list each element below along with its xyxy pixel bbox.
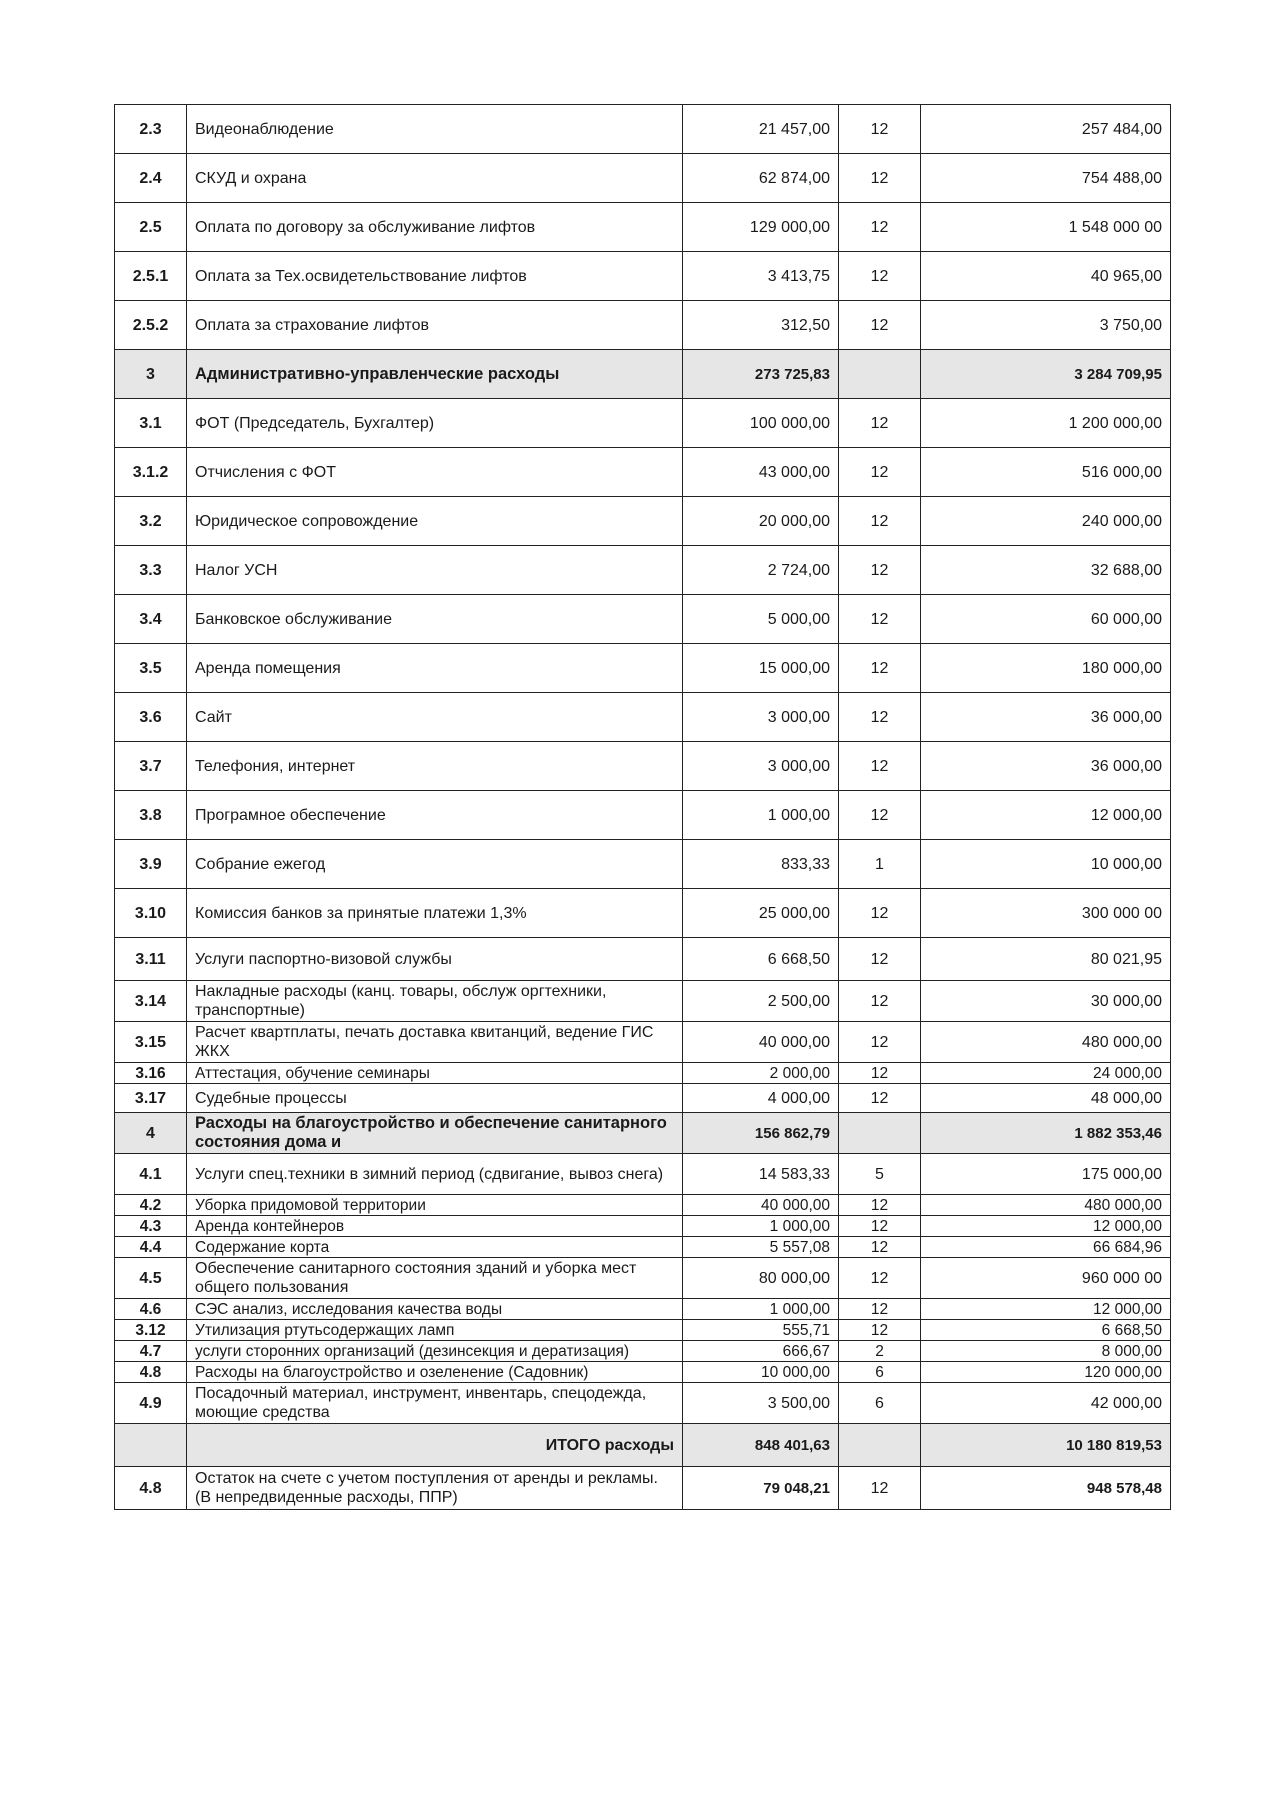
- row-monthly-amount: 666,67: [683, 1341, 839, 1362]
- row-name: Остаток на счете с учетом поступления от аренды и рекламы. (В непредвиденные расходы, ППР): [187, 1467, 683, 1510]
- row-months: 12: [839, 938, 921, 981]
- row-annual-total: 948 578,48: [921, 1467, 1171, 1510]
- row-monthly-amount: 40 000,00: [683, 1195, 839, 1216]
- row-number: 3.12: [115, 1320, 187, 1341]
- row-annual-total: 36 000,00: [921, 693, 1171, 742]
- row-name: Юридическое сопровождение: [187, 497, 683, 546]
- row-months: 12: [839, 742, 921, 791]
- table-row: [115, 203, 1171, 252]
- row-months: 12: [839, 1467, 921, 1510]
- row-monthly-amount: 2 724,00: [683, 546, 839, 595]
- row-number: 3.14: [115, 981, 187, 1022]
- row-monthly-amount: 3 500,00: [683, 1383, 839, 1424]
- row-name: Отчисления с ФОТ: [187, 448, 683, 497]
- row-annual-total: 40 965,00: [921, 252, 1171, 301]
- row-annual-total: 12 000,00: [921, 1216, 1171, 1237]
- row-name: Програмное обеспечение: [187, 791, 683, 840]
- row-name: СКУД и охрана: [187, 154, 683, 203]
- row-annual-total: 80 021,95: [921, 938, 1171, 981]
- row-name: Услуги паспортно-визовой службы: [187, 938, 683, 981]
- row-months: 12: [839, 644, 921, 693]
- row-months: 6: [839, 1362, 921, 1383]
- section-monthly-amount: 156 862,79: [683, 1113, 839, 1154]
- row-name: Оплата по договору за обслуживание лифтов: [187, 203, 683, 252]
- row-name: Аттестация, обучение семинары: [187, 1063, 683, 1084]
- total-annual-amount: 10 180 819,53: [921, 1424, 1171, 1467]
- row-name: Услуги спец.техники в зимний период (сдвигание, вывоз снега): [187, 1154, 683, 1195]
- section-months: [839, 350, 921, 399]
- section-title: Расходы на благоустройство и обеспечение санитарного состояния дома и: [187, 1113, 683, 1154]
- row-months: 12: [839, 1084, 921, 1113]
- table-row: [115, 1195, 1171, 1216]
- section-months: [839, 1113, 921, 1154]
- row-months: 12: [839, 1237, 921, 1258]
- total-number-cell: [115, 1424, 187, 1467]
- row-number: 4.9: [115, 1383, 187, 1424]
- row-monthly-amount: 1 000,00: [683, 1299, 839, 1320]
- row-annual-total: 6 668,50: [921, 1320, 1171, 1341]
- row-annual-total: 180 000,00: [921, 644, 1171, 693]
- row-name: Налог УСН: [187, 546, 683, 595]
- table-row: [115, 595, 1171, 644]
- row-number: 4.4: [115, 1237, 187, 1258]
- table-row: [115, 1216, 1171, 1237]
- row-number: 3.2: [115, 497, 187, 546]
- table-row: [115, 791, 1171, 840]
- budget-table: [114, 104, 1171, 1510]
- row-number: 3.11: [115, 938, 187, 981]
- row-number: 3.4: [115, 595, 187, 644]
- table-row: [115, 301, 1171, 350]
- row-annual-total: 1 548 000 00: [921, 203, 1171, 252]
- row-name: Уборка придомовой территории: [187, 1195, 683, 1216]
- row-name: Телефония, интернет: [187, 742, 683, 791]
- row-name: Собрание ежегод: [187, 840, 683, 889]
- row-months: 12: [839, 301, 921, 350]
- row-months: 12: [839, 981, 921, 1022]
- row-number: 4.5: [115, 1258, 187, 1299]
- row-name: Утилизация ртутьсодержащих ламп: [187, 1320, 683, 1341]
- table-row: [115, 889, 1171, 938]
- row-months: 12: [839, 497, 921, 546]
- table-row: [115, 497, 1171, 546]
- row-annual-total: 480 000,00: [921, 1022, 1171, 1063]
- row-number: 3.1.2: [115, 448, 187, 497]
- row-monthly-amount: 129 000,00: [683, 203, 839, 252]
- row-monthly-amount: 5 557,08: [683, 1237, 839, 1258]
- row-name: ФОТ (Председатель, Бухгалтер): [187, 399, 683, 448]
- section-monthly-amount: 273 725,83: [683, 350, 839, 399]
- row-months: 2: [839, 1341, 921, 1362]
- row-months: 12: [839, 1299, 921, 1320]
- row-number: 2.3: [115, 105, 187, 154]
- row-annual-total: 8 000,00: [921, 1341, 1171, 1362]
- row-monthly-amount: 4 000,00: [683, 1084, 839, 1113]
- row-months: 12: [839, 546, 921, 595]
- row-monthly-amount: 2 000,00: [683, 1063, 839, 1084]
- row-annual-total: 480 000,00: [921, 1195, 1171, 1216]
- row-monthly-amount: 25 000,00: [683, 889, 839, 938]
- table-row: [115, 1299, 1171, 1320]
- row-number: 4.8: [115, 1362, 187, 1383]
- row-annual-total: 32 688,00: [921, 546, 1171, 595]
- row-months: 12: [839, 1258, 921, 1299]
- section-number: 4: [115, 1113, 187, 1154]
- row-name: Расчет квартплаты, печать доставка квитанций, ведение ГИС ЖКХ: [187, 1022, 683, 1063]
- remainder-row: [115, 1467, 1171, 1510]
- row-annual-total: 175 000,00: [921, 1154, 1171, 1195]
- row-annual-total: 12 000,00: [921, 1299, 1171, 1320]
- row-monthly-amount: 14 583,33: [683, 1154, 839, 1195]
- table-row: [115, 840, 1171, 889]
- row-monthly-amount: 2 500,00: [683, 981, 839, 1022]
- row-monthly-amount: 3 000,00: [683, 693, 839, 742]
- row-name: Содержание корта: [187, 1237, 683, 1258]
- row-monthly-amount: 20 000,00: [683, 497, 839, 546]
- table-row: [115, 693, 1171, 742]
- row-months: 12: [839, 595, 921, 644]
- row-name: Аренда помещения: [187, 644, 683, 693]
- row-name: Сайт: [187, 693, 683, 742]
- row-annual-total: 960 000 00: [921, 1258, 1171, 1299]
- row-months: 12: [839, 1063, 921, 1084]
- row-name: Расходы на благоустройство и озеленение (Садовник): [187, 1362, 683, 1383]
- section-annual-total: 3 284 709,95: [921, 350, 1171, 399]
- total-row: [115, 1424, 1171, 1467]
- row-monthly-amount: 1 000,00: [683, 791, 839, 840]
- table-row: [115, 1341, 1171, 1362]
- total-months-cell: [839, 1424, 921, 1467]
- row-number: 3.6: [115, 693, 187, 742]
- section-title: Административно-управленческие расходы: [187, 350, 683, 399]
- table-row: [115, 1022, 1171, 1063]
- row-annual-total: 48 000,00: [921, 1084, 1171, 1113]
- row-months: 12: [839, 1216, 921, 1237]
- row-monthly-amount: 555,71: [683, 1320, 839, 1341]
- row-number: 3.8: [115, 791, 187, 840]
- row-months: 12: [839, 1320, 921, 1341]
- row-monthly-amount: 5 000,00: [683, 595, 839, 644]
- table-row: [115, 105, 1171, 154]
- row-number: 4.6: [115, 1299, 187, 1320]
- row-number: 2.5: [115, 203, 187, 252]
- row-monthly-amount: 100 000,00: [683, 399, 839, 448]
- row-name: Оплата за страхование лифтов: [187, 301, 683, 350]
- row-annual-total: 12 000,00: [921, 791, 1171, 840]
- table-row: [115, 399, 1171, 448]
- row-annual-total: 3 750,00: [921, 301, 1171, 350]
- row-months: 12: [839, 105, 921, 154]
- row-number: 3.9: [115, 840, 187, 889]
- table-row: [115, 1237, 1171, 1258]
- row-annual-total: 300 000 00: [921, 889, 1171, 938]
- row-months: 12: [839, 203, 921, 252]
- table-row: [115, 252, 1171, 301]
- row-number: 4.1: [115, 1154, 187, 1195]
- row-monthly-amount: 1 000,00: [683, 1216, 839, 1237]
- row-months: 12: [839, 154, 921, 203]
- row-monthly-amount: 15 000,00: [683, 644, 839, 693]
- row-annual-total: 60 000,00: [921, 595, 1171, 644]
- row-number: 3.1: [115, 399, 187, 448]
- section-row: [115, 350, 1171, 399]
- row-number: 3.3: [115, 546, 187, 595]
- row-name: Посадочный материал, инструмент, инвентарь, спецодежда, моющие средства: [187, 1383, 683, 1424]
- table-row: [115, 1362, 1171, 1383]
- row-annual-total: 66 684,96: [921, 1237, 1171, 1258]
- table-row: [115, 742, 1171, 791]
- row-monthly-amount: 3 000,00: [683, 742, 839, 791]
- row-number: 4.3: [115, 1216, 187, 1237]
- row-annual-total: 42 000,00: [921, 1383, 1171, 1424]
- row-number: 2.5.2: [115, 301, 187, 350]
- table-row: [115, 448, 1171, 497]
- row-annual-total: 257 484,00: [921, 105, 1171, 154]
- row-annual-total: 516 000,00: [921, 448, 1171, 497]
- row-number: 3.5: [115, 644, 187, 693]
- row-name: СЭС анализ, исследования качества воды: [187, 1299, 683, 1320]
- row-months: 12: [839, 791, 921, 840]
- table-row: [115, 938, 1171, 981]
- row-number: 4.2: [115, 1195, 187, 1216]
- row-name: Накладные расходы (канц. товары, обслуж оргтехники, транспортные): [187, 981, 683, 1022]
- row-months: 6: [839, 1383, 921, 1424]
- row-name: Обеспечение санитарного состояния зданий и уборка мест общего пользования: [187, 1258, 683, 1299]
- row-months: 12: [839, 252, 921, 301]
- row-monthly-amount: 79 048,21: [683, 1467, 839, 1510]
- row-number: 3.15: [115, 1022, 187, 1063]
- row-number: 3.7: [115, 742, 187, 791]
- table-row: [115, 1154, 1171, 1195]
- row-monthly-amount: 6 668,50: [683, 938, 839, 981]
- row-monthly-amount: 21 457,00: [683, 105, 839, 154]
- row-annual-total: 24 000,00: [921, 1063, 1171, 1084]
- row-months: 5: [839, 1154, 921, 1195]
- row-monthly-amount: 3 413,75: [683, 252, 839, 301]
- section-row: [115, 1113, 1171, 1154]
- table-row: [115, 981, 1171, 1022]
- row-name: Оплата за Тех.освидетельствование лифтов: [187, 252, 683, 301]
- table-row: [115, 546, 1171, 595]
- row-name: Видеонаблюдение: [187, 105, 683, 154]
- table-row: [115, 154, 1171, 203]
- row-annual-total: 1 200 000,00: [921, 399, 1171, 448]
- row-number: 4.7: [115, 1341, 187, 1362]
- total-label: ИТОГО расходы: [187, 1424, 683, 1467]
- row-name: Аренда контейнеров: [187, 1216, 683, 1237]
- row-name: Банковское обслуживание: [187, 595, 683, 644]
- row-annual-total: 30 000,00: [921, 981, 1171, 1022]
- row-annual-total: 120 000,00: [921, 1362, 1171, 1383]
- section-annual-total: 1 882 353,46: [921, 1113, 1171, 1154]
- row-name: Комиссия банков за принятые платежи 1,3%: [187, 889, 683, 938]
- row-annual-total: 754 488,00: [921, 154, 1171, 203]
- section-number: 3: [115, 350, 187, 399]
- table-row: [115, 644, 1171, 693]
- row-months: 12: [839, 693, 921, 742]
- row-annual-total: 36 000,00: [921, 742, 1171, 791]
- row-name: услуги сторонних организаций (дезинсекция и дератизация): [187, 1341, 683, 1362]
- row-number: 3.10: [115, 889, 187, 938]
- total-monthly-amount: 848 401,63: [683, 1424, 839, 1467]
- row-number: 2.5.1: [115, 252, 187, 301]
- row-months: 12: [839, 1195, 921, 1216]
- table-row: [115, 1383, 1171, 1424]
- table-row: [115, 1258, 1171, 1299]
- row-months: 12: [839, 448, 921, 497]
- row-number: 3.16: [115, 1063, 187, 1084]
- row-monthly-amount: 312,50: [683, 301, 839, 350]
- row-monthly-amount: 62 874,00: [683, 154, 839, 203]
- row-months: 1: [839, 840, 921, 889]
- table-row: [115, 1084, 1171, 1113]
- row-monthly-amount: 40 000,00: [683, 1022, 839, 1063]
- row-monthly-amount: 80 000,00: [683, 1258, 839, 1299]
- row-number: 4.8: [115, 1467, 187, 1510]
- row-number: 3.17: [115, 1084, 187, 1113]
- row-annual-total: 10 000,00: [921, 840, 1171, 889]
- row-monthly-amount: 833,33: [683, 840, 839, 889]
- row-name: Судебные процессы: [187, 1084, 683, 1113]
- row-annual-total: 240 000,00: [921, 497, 1171, 546]
- table-row: [115, 1063, 1171, 1084]
- row-months: 12: [839, 399, 921, 448]
- row-months: 12: [839, 889, 921, 938]
- row-number: 2.4: [115, 154, 187, 203]
- table-row: [115, 1320, 1171, 1341]
- row-monthly-amount: 43 000,00: [683, 448, 839, 497]
- row-monthly-amount: 10 000,00: [683, 1362, 839, 1383]
- row-months: 12: [839, 1022, 921, 1063]
